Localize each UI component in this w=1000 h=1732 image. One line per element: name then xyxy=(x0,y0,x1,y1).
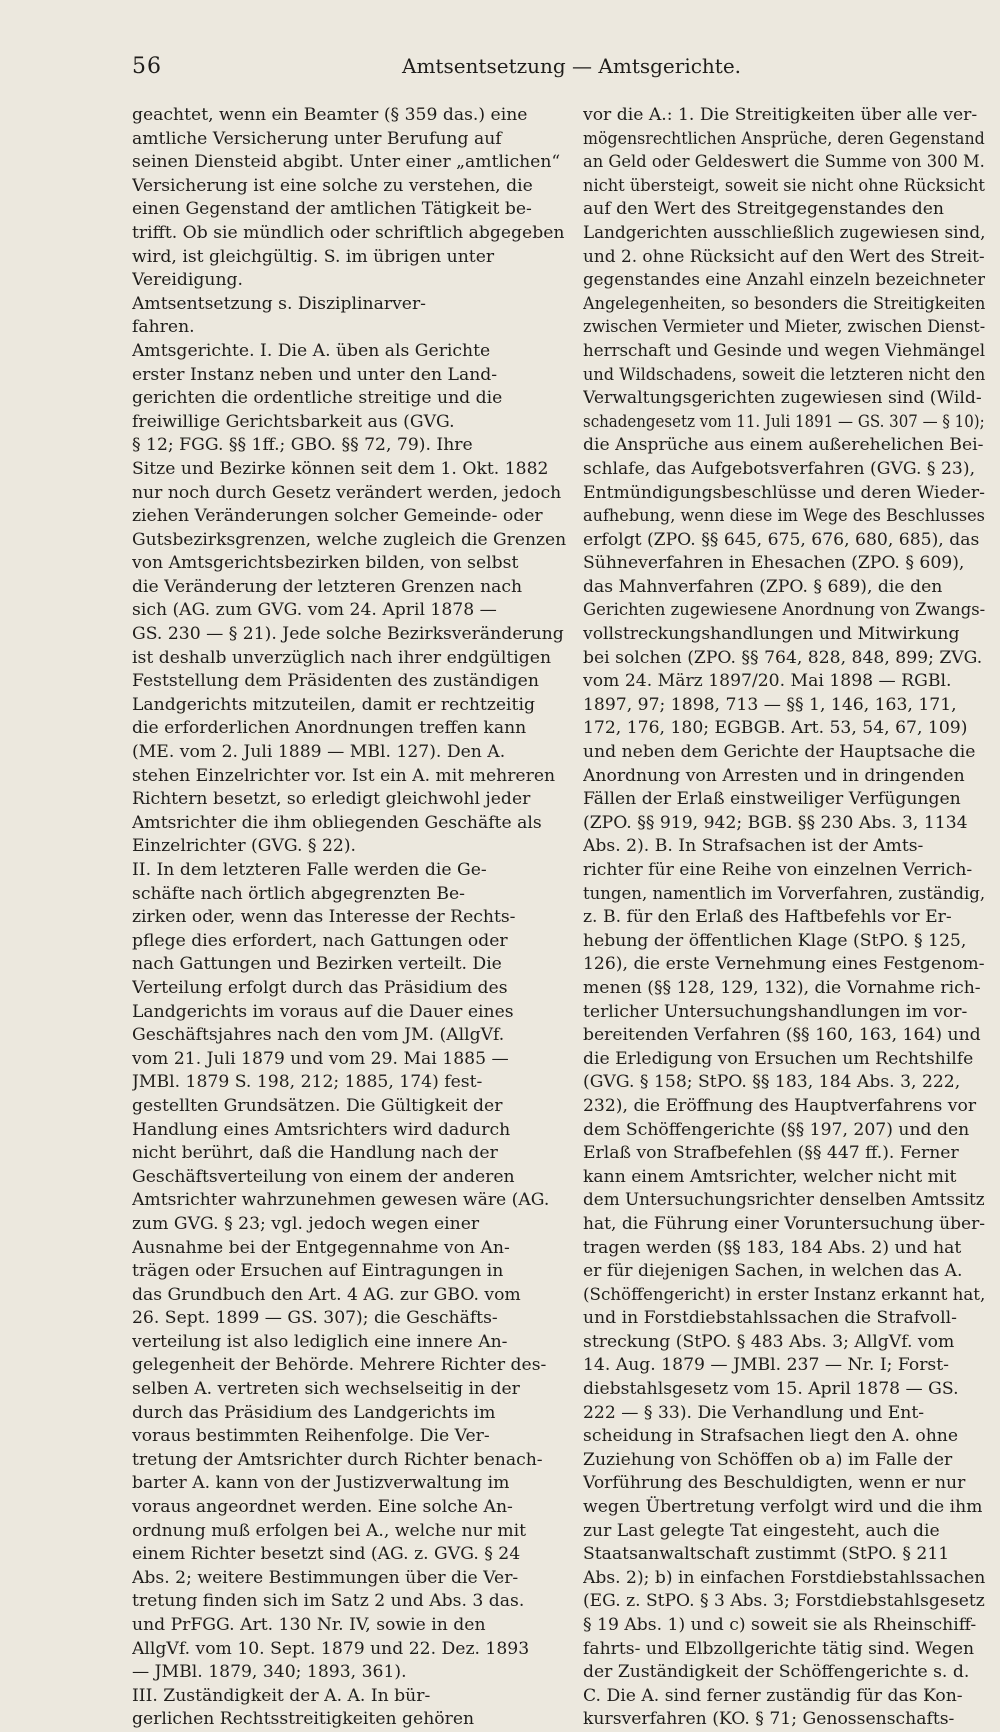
text-line: die Veränderung der letzteren Grenzen nach xyxy=(132,576,523,597)
text-line: 232), die Eröffnung des Hauptverfahrens vor xyxy=(583,1095,977,1116)
text-line: und PrFGG. Art. 130 Nr. IV, sowie in den xyxy=(132,1615,486,1635)
text-line: menen (§§ 128, 129, 132), die Vornahme rich- xyxy=(583,977,981,998)
text-line: tragen werden (§§ 183, 184 Abs. 2) und hat xyxy=(583,1237,962,1258)
text-line: erster Instanz neben und unter den Land- xyxy=(132,364,498,385)
text-line: terlicher Untersuchungshandlungen im vor- xyxy=(583,1001,968,1022)
text-line: Sühneverfahren in Ehesachen (ZPO. § 609), xyxy=(583,553,965,574)
text-line: zum GVG. § 23; vgl. jedoch wegen einer xyxy=(132,1213,480,1234)
text-line: hat, die Führung einer Voruntersuchung über- xyxy=(583,1213,985,1234)
text-line: stehen Einzelrichter vor. Ist ein A. mit mehreren xyxy=(132,765,556,786)
text-line: schäfte nach örtlich abgegrenzten Be- xyxy=(132,883,465,904)
text-line: Amtsentsetzung s. Disziplinarver- xyxy=(132,293,426,314)
text-line: Ausnahme bei der Entgegennahme von An- xyxy=(132,1237,510,1258)
text-line: Landgerichten ausschließlich zugewiesen sind, xyxy=(583,222,985,243)
text-line: Versicherung ist eine solche zu verstehen, die xyxy=(132,175,533,196)
text-line: gelegenheit der Behörde. Mehrere Richter des- xyxy=(132,1355,547,1376)
text-line: Landgerichts mitzuteilen, damit er rechtzeitig xyxy=(132,694,535,715)
text-line: erfolgt (ZPO. §§ 645, 675, 676, 680, 685), das xyxy=(583,529,980,550)
text-line: ist deshalb unverzüglich nach ihrer endgültigen xyxy=(132,647,552,668)
text-line: Vorführung des Beschuldigten, wenn er nur xyxy=(583,1473,966,1494)
text-line: Verwaltungsgerichten zugewiesen sind (Wild- xyxy=(583,388,982,409)
text-line: § 19 Abs. 1) und c) soweit sie als Rheinschiff- xyxy=(583,1615,977,1635)
text-line: Angelegenheiten, so besonders die Streitigkeiten xyxy=(583,293,985,314)
text-line: Einzelrichter (GVG. § 22). xyxy=(132,836,356,857)
text-line: (EG. z. StPO. § 3 Abs. 3; Forstdiebstahlsgesetz xyxy=(583,1591,985,1612)
text-line: Abs. 2). B. In Strafsachen ist der Amts- xyxy=(583,836,924,857)
text-line: das Grundbuch den Art. 4 AG. zur GBO. vom xyxy=(132,1284,521,1305)
text-line: Vereidigung. xyxy=(132,270,243,291)
text-line: AllgVf. vom 10. Sept. 1879 und 22. Dez. 1893 xyxy=(132,1638,530,1659)
text-line: Amtsrichter wahrzunehmen gewesen wäre (AG. xyxy=(132,1190,550,1211)
text-line: fahren. xyxy=(132,317,195,338)
text-line: § 12; FGG. §§ 1ff.; GBO. §§ 72, 79). Ihre xyxy=(132,435,473,456)
text-line: JMBl. 1879 S. 198, 212; 1885, 174) fest- xyxy=(132,1072,483,1093)
text-line: Richtern besetzt, so erledigt gleichwohl jeder xyxy=(132,789,531,810)
page-header xyxy=(132,54,960,84)
text-line: und neben dem Gerichte der Hauptsache die xyxy=(583,742,976,763)
right-text-column xyxy=(583,104,985,1732)
text-line: Geschäftsverteilung von einem der anderen xyxy=(132,1166,515,1187)
text-line: Amtsgerichte. I. Die A. üben als Gerichte xyxy=(132,340,491,361)
text-line: die Erledigung von Ersuchen um Rechtshilfe xyxy=(583,1048,974,1069)
text-line: kursverfahren (KO. § 71; Genossenschafts- xyxy=(583,1709,955,1730)
text-line: vom 24. März 1897/20. Mai 1898 — RGBl. xyxy=(583,671,952,692)
text-line: an Geld oder Geldeswert die Summe von 300 M. xyxy=(583,152,985,173)
text-line: streckung (StPO. § 483 Abs. 3; AllgVf. vom xyxy=(583,1331,955,1352)
text-line: Gerichten zugewiesene Anordnung von Zwangs- xyxy=(583,600,985,621)
text-line: fahrts- und Elbzollgerichte tätig sind. Wegen xyxy=(583,1638,975,1659)
text-line: zirken oder, wenn das Interesse der Rechts- xyxy=(132,907,516,928)
text-line: und Wildschadens, soweit die letzteren nicht den xyxy=(583,364,985,385)
text-line: Abs. 2; weitere Bestimmungen über die Ver- xyxy=(132,1567,519,1588)
text-line: 126), die erste Vernehmung eines Festgenom- xyxy=(583,954,985,975)
text-line: er für diejenigen Sachen, in welchen das A. xyxy=(583,1261,963,1282)
text-line: herrschaft und Gesinde und wegen Viehmängel xyxy=(583,340,985,361)
text-line: amtliche Versicherung unter Berufung auf xyxy=(132,128,502,149)
text-line: diebstahlsgesetz vom 15. April 1878 — GS. xyxy=(583,1379,959,1400)
text-line: tungen, namentlich im Vorverfahren, zuständig, xyxy=(583,883,985,904)
text-line: barter A. kann von der Justizverwaltung im xyxy=(132,1473,510,1494)
text-line: II. In dem letzteren Falle werden die Ge- xyxy=(132,860,487,880)
text-line: zwischen Vermieter und Mieter, zwischen Dienst- xyxy=(583,317,985,338)
text-line: von Amtsgerichtsbezirken bilden, von selbst xyxy=(132,553,519,574)
text-line: Zuziehung von Schöffen ob a) im Falle der xyxy=(583,1449,953,1470)
text-line: Abs. 2); b) in einfachen Forstdiebstahlssachen xyxy=(583,1567,985,1588)
text-line: dem Schöffengerichte (§§ 197, 207) und den xyxy=(583,1119,970,1140)
text-line: das Mahnverfahren (ZPO. § 689), die den xyxy=(583,576,943,597)
text-line: Entmündigungsbeschlüsse und deren Wieder- xyxy=(583,482,985,503)
text-line: ordnung muß erfolgen bei A., welche nur mit xyxy=(132,1520,527,1541)
text-line: ziehen Veränderungen solcher Gemeinde- oder xyxy=(132,506,543,527)
text-line: aufhebung, wenn diese im Wege des Beschlusses xyxy=(583,506,985,527)
text-line: vom 21. Juli 1879 und vom 29. Mai 1885 — xyxy=(132,1048,509,1069)
text-line: 1897, 97; 1898, 713 — §§ 1, 146, 163, 171, xyxy=(583,694,957,715)
text-line: 14. Aug. 1879 — JMBl. 237 — Nr. I; Forst- xyxy=(583,1355,949,1376)
text-line: (GVG. § 158; StPO. §§ 183, 184 Abs. 3, 222, xyxy=(583,1072,961,1093)
text-line: pflege dies erfordert, nach Gattungen oder xyxy=(132,930,508,951)
text-line: und in Forstdiebstahlssachen die Strafvoll- xyxy=(583,1308,957,1329)
text-line: tretung finden sich im Satz 2 und Abs. 3 das. xyxy=(132,1591,525,1612)
text-line: Feststellung dem Präsidenten des zuständigen xyxy=(132,671,539,692)
text-line: die Ansprüche aus einem außerehelichen Bei- xyxy=(583,435,984,456)
text-line: — JMBl. 1879, 340; 1893, 361). xyxy=(132,1662,407,1683)
text-line: 172, 176, 180; EGBGB. Art. 53, 54, 67, 109) xyxy=(583,718,968,739)
text-line: vollstreckungshandlungen und Mitwirkung xyxy=(583,624,960,645)
text-line: voraus angeordnet werden. Eine solche An- xyxy=(132,1497,513,1518)
text-line: auf den Wert des Streitgegenstandes den xyxy=(583,199,944,220)
text-line: schadengesetz vom 11. Juli 1891 — GS. 307 — § 10); xyxy=(583,411,985,432)
text-line: Anordnung von Arresten und in dringenden xyxy=(583,765,965,786)
text-line: verteilung ist also lediglich eine innere An- xyxy=(132,1331,508,1352)
text-line: die erforderlichen Anordnungen treffen kann xyxy=(132,718,527,739)
text-line: hebung der öffentlichen Klage (StPO. § 125, xyxy=(583,930,967,951)
text-line: nicht übersteigt, soweit sie nicht ohne Rücksicht xyxy=(583,175,985,196)
text-line: mögensrechtlichen Ansprüche, deren Gegenstand xyxy=(583,128,985,149)
text-line: vor die A.: 1. Die Streitigkeiten über alle ver- xyxy=(583,105,978,125)
text-line: Staatsanwaltschaft zustimmt (StPO. § 211 xyxy=(583,1544,950,1565)
text-line: seinen Diensteid abgibt. Unter einer „amtlichen“ xyxy=(132,152,561,173)
text-line: gegenstandes eine Anzahl einzeln bezeichneter xyxy=(583,270,985,291)
text-line: einem Richter besetzt sind (AG. z. GVG. § 24 xyxy=(132,1544,521,1565)
text-line: Fällen der Erlaß einstweiliger Verfügungen xyxy=(583,789,961,810)
text-line: sich (AG. zum GVG. vom 24. April 1878 — xyxy=(132,600,497,621)
text-line: und 2. ohne Rücksicht auf den Wert des Streit- xyxy=(583,246,985,267)
text-line: (ME. vom 2. Juli 1889 — MBl. 127). Den A. xyxy=(132,742,506,763)
text-line: richter für eine Reihe von einzelnen Verrich- xyxy=(583,860,973,880)
text-line: bei solchen (ZPO. §§ 764, 828, 848, 899; ZVG. xyxy=(583,647,983,668)
text-line: tretung der Amtsrichter durch Richter benach- xyxy=(132,1449,543,1470)
text-line: zur Last gelegte Tat eingesteht, auch die xyxy=(583,1520,940,1541)
text-line: (ZPO. §§ 919, 942; BGB. §§ 230 Abs. 3, 1134 xyxy=(583,812,968,833)
text-line: (Schöffengericht) in erster Instanz erkannt hat, xyxy=(583,1284,985,1305)
text-line: nicht berührt, daß die Handlung nach der xyxy=(132,1143,498,1164)
left-text-column xyxy=(132,104,566,1732)
text-line: voraus bestimmten Reihenfolge. Die Ver- xyxy=(132,1426,490,1447)
text-line: freiwillige Gerichtsbarkeit aus (GVG. xyxy=(132,411,455,432)
text-line: GS. 230 — § 21). Jede solche Bezirksveränderung xyxy=(132,624,564,645)
text-line: geachtet, wenn ein Beamter (§ 359 das.) eine xyxy=(132,105,528,125)
text-line: selben A. vertreten sich wechselseitig in der xyxy=(132,1379,520,1400)
text-line: gestellten Grundsätzen. Die Gültigkeit der xyxy=(132,1095,503,1116)
text-line: einen Gegenstand der amtlichen Tätigkeit be- xyxy=(132,199,532,220)
text-line: III. Zuständigkeit der A. A. In bür- xyxy=(132,1685,431,1706)
text-line: nach Gattungen und Bezirken verteilt. Die xyxy=(132,954,502,975)
text-line: nur noch durch Gesetz verändert werden, jedoch xyxy=(132,482,562,503)
text-line: Gutsbezirksgrenzen, welche zugleich die Grenzen xyxy=(132,529,566,550)
text-line: dem Untersuchungsrichter denselben Amtssitz xyxy=(583,1190,985,1211)
text-line: 222 — § 33). Die Verhandlung und Ent- xyxy=(583,1402,925,1423)
text-line: scheidung in Strafsachen liegt den A. ohne xyxy=(583,1426,959,1447)
text-line: gerichten die ordentliche streitige und die xyxy=(132,388,503,409)
text-line: schlafe, das Aufgebotsverfahren (GVG. § 23), xyxy=(583,458,976,479)
text-line: durch das Präsidium des Landgerichts im xyxy=(132,1402,496,1423)
text-line: 26. Sept. 1899 — GS. 307); die Geschäfts- xyxy=(132,1308,498,1329)
text-line: der Zuständigkeit der Schöffengerichte s. d. xyxy=(583,1662,970,1683)
text-line: C. Die A. sind ferner zuständig für das Kon- xyxy=(583,1685,963,1706)
page-number: 56 xyxy=(132,54,162,79)
text-line: Sitze und Bezirke können seit dem 1. Okt. 1882 xyxy=(132,458,549,479)
text-line: trägen oder Ersuchen auf Eintragungen in xyxy=(132,1261,504,1282)
text-line: kann einem Amtsrichter, welcher nicht mit xyxy=(583,1166,957,1187)
text-line: wegen Übertretung verfolgt wird und die ihm xyxy=(583,1497,983,1518)
text-line: Erlaß von Strafbefehlen (§§ 447 ff.). Ferner xyxy=(583,1143,959,1164)
text-line: z. B. für den Erlaß des Haftbefehls vor Er- xyxy=(583,907,952,928)
text-line: Geschäftsjahres nach den vom JM. (AllgVf. xyxy=(132,1025,505,1046)
running-head: Amtsentsetzung — Amtsgerichte. xyxy=(402,54,742,78)
text-line: bereitenden Verfahren (§§ 160, 163, 164) und xyxy=(583,1025,981,1046)
text-line: Verteilung erfolgt durch das Präsidium des xyxy=(132,977,508,998)
text-line: gerlichen Rechtsstreitigkeiten gehören xyxy=(132,1709,475,1730)
text-line: trifft. Ob sie mündlich oder schriftlich abgegeben xyxy=(132,222,565,243)
text-line: wird, ist gleichgültig. S. im übrigen unter xyxy=(132,246,495,267)
text-line: Handlung eines Amtsrichters wird dadurch xyxy=(132,1119,511,1140)
text-line: Amtsrichter die ihm obliegenden Geschäfte als xyxy=(132,812,542,833)
text-line: Landgerichts im voraus auf die Dauer eines xyxy=(132,1001,514,1022)
